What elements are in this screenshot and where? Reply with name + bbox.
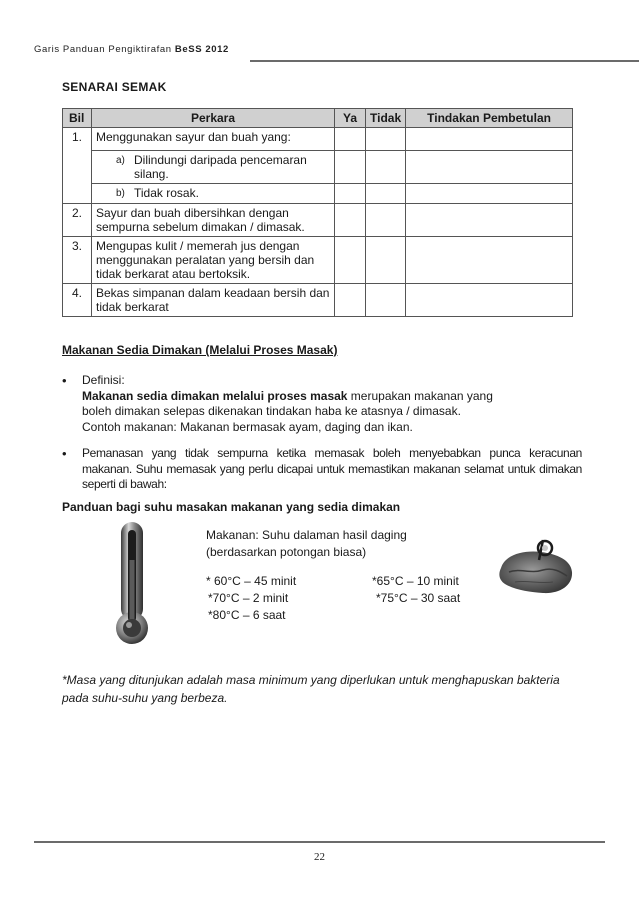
table-row [63, 128, 573, 151]
temp-80: *80°C – 6 saat [208, 608, 286, 622]
definition-term: Makanan sedia dimakan melalui proses masak [82, 388, 348, 403]
temp-65: *65°C – 10 minit [372, 574, 459, 588]
tidak-cell[interactable] [366, 151, 406, 184]
ya-cell[interactable] [335, 204, 366, 237]
tindakan-cell[interactable] [406, 204, 573, 237]
definition-text [82, 389, 512, 420]
tindakan-cell[interactable] [406, 237, 573, 284]
definition-description: merupakan makanan yang boleh dimakan selepas dikenakan tindakan haba ke atasnya / dimasak. [82, 388, 493, 418]
section-heading: Makanan Sedia Dimakan (Melalui Proses Masak) [62, 343, 338, 357]
header-rule [250, 60, 639, 62]
table-row [63, 204, 573, 237]
row-item-text: Bekas simpanan dalam keadaan bersih dan tidak berkarat [92, 284, 335, 317]
subitem-letter: b) [116, 188, 125, 199]
header-title-bold: BeSS 2012 [174, 44, 229, 55]
page-number: 22 [314, 851, 325, 863]
row-subitem [92, 184, 335, 204]
row-number: 4. [63, 284, 92, 317]
ya-cell[interactable] [335, 237, 366, 284]
table-row [63, 151, 573, 184]
checklist-title: SENARAI SEMAK [62, 80, 167, 94]
basis-line: (berdasarkan potongan biasa) [206, 545, 367, 559]
food-line: Makanan: Suhu dalaman hasil daging [206, 528, 407, 542]
temp-75: *75°C – 30 saat [376, 591, 461, 605]
meat-with-thermometer-icon [495, 538, 575, 598]
ya-cell[interactable] [335, 284, 366, 317]
table-header-row [63, 109, 573, 128]
ya-cell[interactable] [335, 128, 366, 151]
ya-cell[interactable] [335, 184, 366, 204]
tidak-cell[interactable] [366, 128, 406, 151]
tindakan-cell[interactable] [406, 128, 573, 151]
column-header-bil: Bil [63, 109, 92, 128]
temperature-info [206, 527, 407, 561]
row-item-text: Sayur dan buah dibersihkan dengan sempurna sebelum dimakan / dimasak. [92, 204, 335, 237]
checklist-table [62, 108, 573, 317]
heating-text: Pemanasan yang tidak sempurna ketika memasak boleh menyebabkan punca keracunan makanan. Suhu memasak yang perlu dicapai untuk memastikan makanan selamat untuk dimakan seperti di bawah: [82, 446, 582, 491]
column-header-tidak: Tidak [366, 109, 406, 128]
thermometer-icon [110, 520, 154, 646]
table-row [63, 237, 573, 284]
tindakan-cell[interactable] [406, 284, 573, 317]
row-subitem [92, 151, 335, 184]
footer-rule [34, 841, 605, 843]
footnote: *Masa yang ditunjukan adalah masa minimum yang diperlukan untuk menghapuskan bakteria pada suhu-suhu yang berbeza. [62, 673, 560, 705]
subitem-text: Tidak rosak. [134, 186, 199, 200]
header-title: Garis Panduan Pengiktirafan [34, 44, 172, 55]
bullet-icon: • [62, 446, 67, 461]
table-row [63, 184, 573, 204]
page-header [34, 44, 229, 55]
tidak-cell[interactable] [366, 284, 406, 317]
row-number: 1. [63, 128, 92, 204]
definition-label: Definisi: [82, 373, 125, 387]
row-number: 2. [63, 204, 92, 237]
tindakan-cell[interactable] [406, 151, 573, 184]
tidak-cell[interactable] [366, 237, 406, 284]
column-header-perkara: Perkara [92, 109, 335, 128]
column-header-tindakan: Tindakan Pembetulan [406, 109, 573, 128]
subitem-letter: a) [116, 155, 125, 166]
ya-cell[interactable] [335, 151, 366, 184]
row-item-text: Menggunakan sayur dan buah yang: [96, 130, 291, 144]
example-text: Contoh makanan: Makanan bermasak ayam, daging dan ikan. [82, 419, 413, 434]
column-header-ya: Ya [335, 109, 366, 128]
tindakan-cell[interactable] [406, 184, 573, 204]
subitem-text: Dilindungi daripada pencemaran silang. [134, 153, 307, 181]
temp-60: * 60°C – 45 minit [206, 574, 297, 588]
bullet-icon: • [62, 373, 67, 388]
row-item-text: Mengupas kulit / memerah jus dengan menggunakan peralatan yang bersih dan tidak berkarat atau bertoksik. [92, 237, 335, 284]
row-number: 3. [63, 237, 92, 284]
tidak-cell[interactable] [366, 204, 406, 237]
row-item [92, 128, 335, 151]
guide-title: Panduan bagi suhu masakan makanan yang sedia dimakan [62, 500, 401, 514]
temp-70: *70°C – 2 minit [208, 591, 289, 605]
tidak-cell[interactable] [366, 184, 406, 204]
table-row [63, 284, 573, 317]
